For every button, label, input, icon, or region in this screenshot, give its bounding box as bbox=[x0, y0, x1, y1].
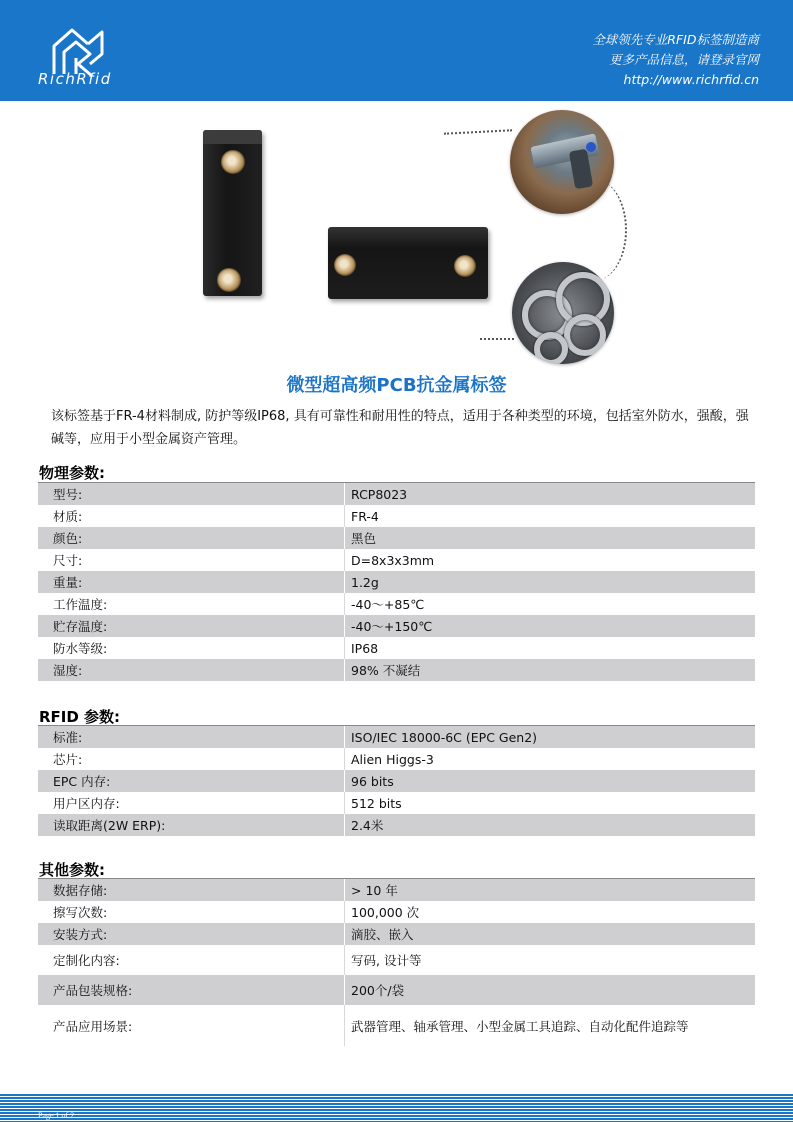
param-value: ISO/IEC 18000-6C (EPC Gen2) bbox=[344, 726, 755, 748]
param-label: 数据存储: bbox=[53, 883, 108, 898]
mounting-hole bbox=[221, 150, 245, 174]
mounting-hole bbox=[334, 254, 356, 276]
param-value: 写码, 设计等 bbox=[344, 945, 755, 975]
param-value: 200个/袋 bbox=[344, 975, 755, 1005]
bearing-ring bbox=[564, 314, 606, 356]
param-value: 2.4米 bbox=[344, 814, 755, 836]
table-row bbox=[38, 549, 755, 571]
param-value: 黑色 bbox=[344, 527, 755, 549]
param-value: IP68 bbox=[344, 637, 755, 659]
param-label: 用户区内存: bbox=[53, 796, 120, 811]
param-label: 芯片: bbox=[53, 752, 83, 767]
mounting-hole bbox=[454, 255, 476, 277]
table-row bbox=[38, 637, 755, 659]
physical-params-heading: 物理参数: bbox=[39, 464, 105, 482]
table-row bbox=[38, 748, 755, 770]
param-label: 型号: bbox=[53, 487, 83, 502]
physical-params-table bbox=[38, 483, 755, 681]
param-value: FR-4 bbox=[344, 505, 755, 527]
table-row bbox=[38, 770, 755, 792]
header-slogan: 全球领先专业RFID标签制造商 bbox=[592, 32, 759, 47]
table-row bbox=[38, 923, 755, 945]
param-label: 定制化内容: bbox=[53, 953, 120, 968]
param-label: 防水等级: bbox=[53, 641, 108, 656]
param-label: 工作温度: bbox=[53, 597, 108, 612]
table-row bbox=[38, 483, 755, 505]
dotted-connector bbox=[444, 129, 512, 135]
rfid-params-table bbox=[38, 726, 755, 836]
table-row bbox=[38, 975, 755, 1005]
header-website-link[interactable]: http://www.richrfid.cn bbox=[623, 72, 759, 87]
page-header bbox=[0, 0, 793, 101]
product-title: 微型超高频PCB抗金属标签 bbox=[286, 375, 507, 396]
other-params-heading: 其他参数: bbox=[39, 861, 105, 879]
param-value: -40～+150℃ bbox=[344, 615, 755, 637]
table-row bbox=[38, 571, 755, 593]
bearing-ring bbox=[534, 332, 568, 364]
mounting-hole bbox=[217, 268, 241, 292]
param-label: 擦写次数: bbox=[53, 905, 108, 920]
table-row bbox=[38, 1005, 755, 1046]
dotted-connector bbox=[480, 338, 514, 340]
param-value: -40～+85℃ bbox=[344, 593, 755, 615]
param-value: 武器管理、轴承管理、小型金属工具追踪、自动化配件追踪等 bbox=[344, 1005, 755, 1046]
param-label: 标准: bbox=[53, 730, 83, 745]
table-row bbox=[38, 726, 755, 748]
param-value: D=8x3x3mm bbox=[344, 549, 755, 571]
table-row bbox=[38, 659, 755, 681]
param-value: 98% 不凝结 bbox=[344, 659, 755, 681]
param-label: 材质: bbox=[53, 509, 83, 524]
table-row bbox=[38, 901, 755, 923]
page-number: Page 1 of 2 bbox=[38, 1111, 75, 1120]
param-label: 颜色: bbox=[53, 531, 83, 546]
param-label: 重量: bbox=[53, 575, 83, 590]
header-more-info: 更多产品信息，请登录官网 bbox=[608, 52, 759, 67]
param-label: 产品应用场景: bbox=[53, 1018, 133, 1034]
table-row bbox=[38, 527, 755, 549]
application-pistol-image bbox=[510, 110, 614, 214]
param-value: 96 bits bbox=[344, 770, 755, 792]
table-row bbox=[38, 879, 755, 901]
param-label: 读取距离(2W ERP): bbox=[53, 818, 166, 833]
param-label: 产品包装规格: bbox=[53, 983, 133, 998]
table-row bbox=[38, 593, 755, 615]
param-value: > 10 年 bbox=[344, 879, 755, 901]
other-params-table bbox=[38, 879, 755, 1046]
param-label: 湿度: bbox=[53, 663, 83, 678]
param-value: Alien Higgs-3 bbox=[344, 748, 755, 770]
param-value: 100,000 次 bbox=[344, 901, 755, 923]
logo-text: RichRfid bbox=[38, 70, 112, 88]
param-label: 安装方式: bbox=[53, 927, 108, 942]
product-description: 该标签基于FR-4材料制成, 防护等级IP68, 具有可靠性和耐用性的特点，适用于各种类型的环境，包括室外防水，强酸，强碱等，应用于小型金属资产管理。 bbox=[51, 409, 749, 447]
product-tag-vertical-image bbox=[203, 130, 262, 296]
param-label: EPC 内存: bbox=[53, 774, 111, 789]
table-row bbox=[38, 814, 755, 836]
table-row bbox=[38, 792, 755, 814]
table-row bbox=[38, 945, 755, 975]
table-row bbox=[38, 615, 755, 637]
table-row bbox=[38, 505, 755, 527]
param-value: RCP8023 bbox=[344, 483, 755, 505]
product-tag-horizontal-image bbox=[328, 227, 488, 299]
footer-bar bbox=[0, 1094, 793, 1122]
header-info bbox=[592, 30, 759, 90]
rfid-params-heading: RFID 参数: bbox=[39, 708, 121, 726]
param-value: 1.2g bbox=[344, 571, 755, 593]
param-label: 贮存温度: bbox=[53, 619, 108, 634]
param-value: 滴胶、嵌入 bbox=[344, 923, 755, 945]
application-bearing-image bbox=[512, 262, 614, 364]
param-value: 512 bits bbox=[344, 792, 755, 814]
pistol-detail bbox=[586, 142, 596, 152]
param-label: 尺寸: bbox=[53, 553, 83, 568]
